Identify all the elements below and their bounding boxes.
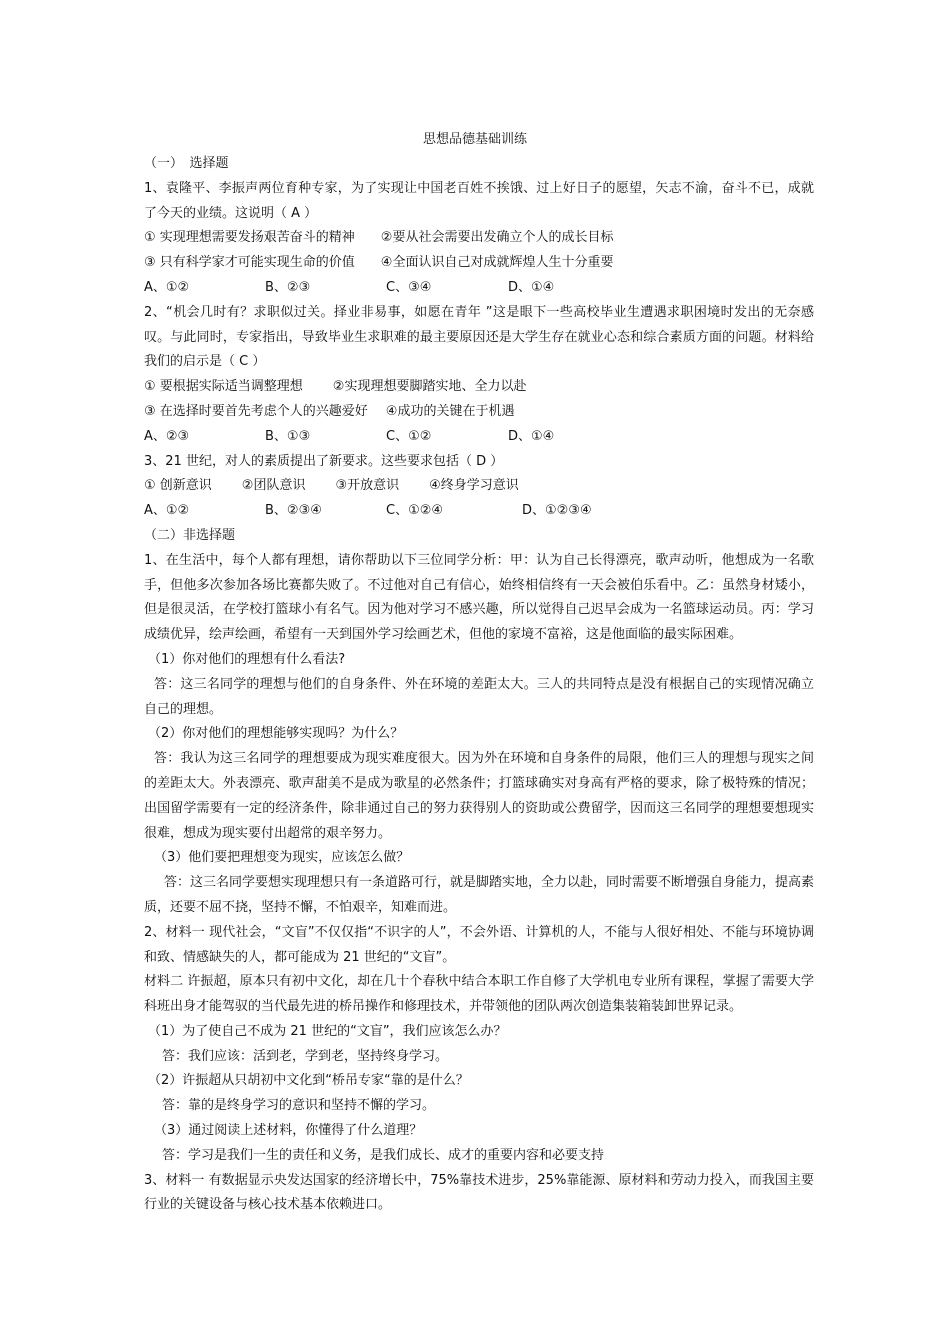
option: A、②③ [144, 428, 190, 444]
option: D、①④ [508, 428, 555, 444]
statement: ②要从社会需要出发确立个人的成长目标 [380, 230, 614, 246]
answer: 答：学习是我们一生的责任和义务，是我们成长、成才的重要内容和必要支持 [162, 1147, 605, 1163]
question-stem: 2、“机会几时有？求职似过关。择业非易事，如愿在青年 ”这是眼下一些高校毕业生遭遇求职困境时发出的无奈感叹。与此同时，专家指出，导致毕业生求职难的最主要原因还是大学生存在就业心态和综合素质方面的问题。材料给我们的启示是（ C ） [144, 304, 814, 370]
option: A、①② [144, 503, 190, 519]
statement: ②团队意识 [241, 478, 306, 494]
answer: 答：我们应该：活到老，学到老，坚持终身学习。 [162, 1048, 449, 1064]
material-text: 3、材料一 有数据显示央发达国家的经济增长中，75%靠技术进步，25%靠能源、原材料和劳动力投入，而我国主要行业的关键设备与核心技术基本依赖进口。 [144, 1172, 814, 1213]
document-title: 思想品德基础训练 [422, 132, 527, 147]
option: B、①③ [265, 428, 311, 444]
option: D、①④ [508, 279, 555, 295]
sub-question: （3）他们要把理想变为现实，应该怎么做？ [154, 850, 410, 866]
statement-row [144, 226, 814, 251]
option: D、①②③④ [522, 503, 592, 519]
statement: ① 创新意识 [144, 478, 212, 494]
answer: 答：这三名同学的理想与他们的自身条件、外在环境的差距太大。三人的共同特点是没有根据自己的实现情况确立自己的理想。 [144, 676, 814, 717]
sub-question: （2）许振超从只胡初中文化到“桥吊专家“靠的是什么？ [148, 1073, 469, 1089]
sub-question: （1）你对他们的理想有什么看法? [148, 651, 346, 667]
option-row [144, 425, 814, 450]
question-stem: 1、袁隆平、李振声两位育种专家，为了实现让中国老百姓不挨饿、过上好日子的愿望，矢志不渝，奋斗不已，成就了今天的业绩。这说明（ A ） [144, 180, 814, 221]
section-heading: （一） 选择题 [144, 156, 229, 171]
statement: ① 要根据实际适当调整理想 [144, 379, 303, 395]
sub-question: （3）通过阅读上述材料，你懂得了什么道理？ [154, 1123, 423, 1139]
statement: ③ 在选择时要首先考虑个人的兴趣爱好 [144, 403, 368, 419]
statement: ① 实现理想需要发扬艰苦奋斗的精神 [144, 230, 355, 246]
statement: ④终身学习意识 [429, 478, 519, 494]
answer: 答：我认为这三名同学的理想要成为现实难度很大。因为外在环境和自身条件的局限，他们三人的理想与现实之间的差距太大。外表漂亮、歌声甜美不是成为歌星的必然条件；打篮球确实对身高有严格的要求，除了极特殊的情况；出国留学需要有一定的经济条件，除非通过自己的努力获得别人的资助或公费留学，因而这三名同学的理想要想现实很难，想成为现实要付出超常的艰辛努力。 [144, 751, 814, 841]
option: C、③④ [386, 279, 432, 295]
section-heading: （二）非选择题 [144, 527, 236, 543]
question-stem: 3、21 世纪，对人的素质提出了新要求。这些要求包括（ D ） [144, 453, 504, 469]
sub-question: （1）为了使自己不成为 21 世纪的“文盲”，我们应该怎么办？ [148, 1023, 507, 1039]
statement-row [144, 375, 814, 400]
option: C、①②④ [386, 503, 444, 519]
statement-row [144, 474, 814, 499]
option: C、①② [386, 428, 432, 444]
statement-row [144, 400, 814, 425]
answer: 答：靠的是终身学习的意识和坚持不懈的学习。 [162, 1098, 436, 1114]
statement: ④全面认识自己对成就辉煌人生十分重要 [380, 255, 614, 271]
statement: ④成功的关键在于机遇 [385, 403, 515, 419]
statement-row [144, 251, 814, 276]
option: B、②③ [265, 279, 311, 295]
statement: ③开放意识 [335, 478, 400, 494]
option-row [144, 276, 814, 301]
problem-stem: 1、在生活中，每个人都有理想，请你帮助以下三位同学分析：甲：认为自己长得漂亮，歌声动听，他想成为一名歌手，但他多次参加各场比赛都失败了。不过他对自己有信心，始终相信终有一天会被伯乐看中。乙：虽然身材矮小，但是很灵活，在学校打篮球小有名气。因为他对学习不感兴趣，所以觉得自己迟早会成为一名篮球运动员。丙：学习成绩优异，绘声绘画，希望有一天到国外学习绘画艺术，但他的家境不富裕，这是他面临的最实际困难。 [144, 552, 814, 643]
option-row [144, 499, 814, 524]
option: A、①② [144, 279, 190, 295]
statement: ③ 只有科学家才可能实现生命的价值 [144, 255, 355, 271]
option: B、②③④ [265, 503, 322, 519]
material-text: 材料二 许振超，原本只有初中文化，却在几十个春秋中结合本职工作自修了大学机电专业所有课程，掌握了需要大学科班出身才能驾驭的当代最先进的桥吊操作和修理技术，并带领他的团队两次创造集装箱装卸世界记录。 [144, 974, 814, 1015]
statement: ②实现理想要脚踏实地、全力以赴 [332, 379, 527, 395]
answer: 答：这三名同学要想实现理想只有一条道路可行，就是脚踏实地，全力以赴，同时需要不断增强自身能力，提高素质，还要不屈不挠，坚持不懈，不怕艰辛，知难而进。 [144, 875, 815, 915]
document-body [144, 152, 814, 1218]
material-text: 2、材料一 现代社会，“文盲”不仅仅指“不识字的人”，不会外语、计算机的人，不能与人很好相处、不能与环境协调和致、情感缺失的人，都可能成为 21 世纪的“文盲”。 [144, 924, 814, 965]
sub-question: （2）你对他们的理想能够实现吗？为什么？ [148, 726, 404, 742]
